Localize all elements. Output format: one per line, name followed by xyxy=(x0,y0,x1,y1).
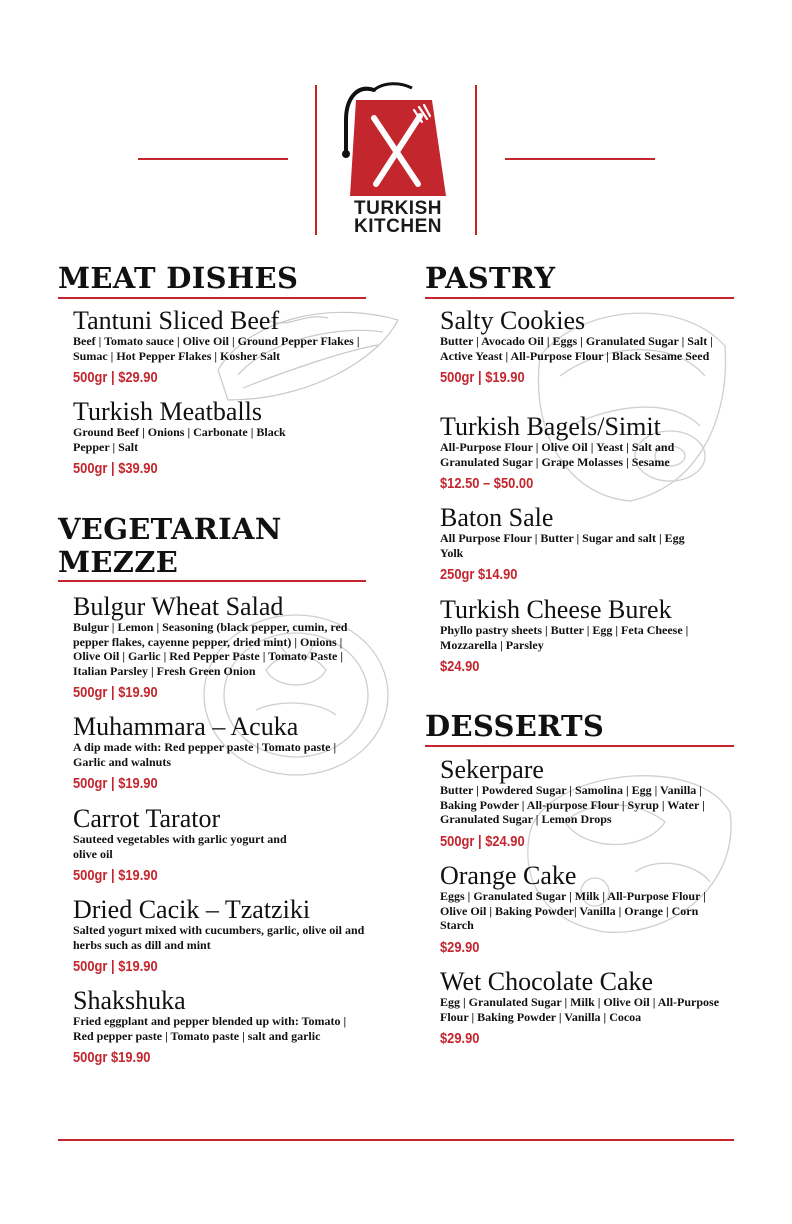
item-desc: Fried eggplant and pepper blended up with: Tomato | Red pepper paste | Tomato paste | salt and garlic xyxy=(73,1014,347,1043)
item-name: Turkish Bagels/Simit xyxy=(440,412,661,441)
menu-item-muhammara xyxy=(73,714,371,793)
menu-item-orange-cake xyxy=(440,863,734,957)
section-title-desserts xyxy=(425,710,604,743)
section-title-line: MEZZE xyxy=(58,545,179,579)
item-desc: A dip made with: Red pepper paste | Tomato paste | Garlic and walnuts xyxy=(73,740,337,769)
section-title-line: DESSERTS xyxy=(425,709,605,743)
item-desc: Sauteed vegetables with garlic yogurt and olive oil xyxy=(73,832,287,861)
logo-frame-right xyxy=(475,85,477,235)
item-price: 500gr | $19.90 xyxy=(73,867,158,884)
item-name: Wet Chocolate Cake xyxy=(440,967,654,996)
item-name: Muhammara – Acuka xyxy=(73,712,299,741)
item-price: 500gr | $19.90 xyxy=(73,684,158,701)
menu-item-cheese-burek xyxy=(440,597,734,676)
item-price: $12.50 – $50.00 xyxy=(440,475,534,492)
item-price: 500gr | $29.90 xyxy=(73,369,158,386)
menu-item-meatballs xyxy=(73,399,368,478)
brand-name-line1: TURKISH xyxy=(354,198,442,219)
item-price: $29.90 xyxy=(440,938,480,956)
brand-name-line2: KITCHEN xyxy=(354,216,442,237)
item-name: Shakshuka xyxy=(73,986,186,1015)
item-price: 500gr | $19.90 xyxy=(440,369,525,386)
menu-item-shakshuka xyxy=(73,988,371,1067)
item-desc: Phyllo pastry sheets | Butter | Egg | Feta Cheese | Mozzarella | Parsley xyxy=(440,623,689,652)
item-name: Baton Sale xyxy=(440,503,554,532)
item-desc: Bulgur | Lemon | Seasoning (black pepper, cumin, red pepper flakes, cayenne pepper, dried mint) | Onions | Olive Oil | Garlic | Red Pepper Paste | Tomato Paste | Italian Parsley | Fresh Green Onion xyxy=(73,620,348,678)
menu-item-bulgur-salad xyxy=(73,594,371,702)
section-title-pastry xyxy=(425,262,555,295)
section-rule-pastry xyxy=(425,297,734,299)
item-name: Dried Cacik – Tzatziki xyxy=(73,895,311,924)
menu-item-wet-chocolate-cake xyxy=(440,969,734,1048)
section-title-meat-dishes xyxy=(58,262,298,295)
item-desc: All Purpose Flour | Butter | Sugar and salt | Egg Yolk xyxy=(440,531,685,560)
menu-item-salty-cookies xyxy=(440,308,734,387)
item-desc: Salted yogurt mixed with cucumbers, garlic, olive oil and herbs such as dill and mint xyxy=(73,923,365,952)
item-desc: Ground Beef | Onions | Carbonate | Black Pepper | Salt xyxy=(73,425,286,454)
item-desc: All-Purpose Flour | Olive Oil | Yeast | Salt and Granulated Sugar | Grape Molasses | Sesame xyxy=(440,440,675,469)
menu-item-cacik xyxy=(73,897,371,976)
menu-item-tantuni xyxy=(73,308,368,387)
item-price: $24.90 xyxy=(440,658,480,675)
item-name: Tantuni Sliced Beef xyxy=(73,306,280,335)
section-rule-meat xyxy=(58,297,366,299)
menu-item-baton-sale xyxy=(440,505,734,584)
item-desc: Butter | Powdered Sugar | Samolina | Egg | Vanilla | Baking Powder | All-purpose Flour | Syrup | Water | Granulated Sugar | Lemon Drops xyxy=(440,783,705,826)
item-name: Sekerpare xyxy=(440,755,544,784)
logo-frame-left xyxy=(315,85,317,235)
item-price: 500gr | $19.90 xyxy=(73,958,158,975)
item-price: 500gr $19.90 xyxy=(73,1049,151,1066)
item-desc: Egg | Granulated Sugar | Milk | Olive Oil | All-Purpose Flour | Baking Powder | Vanilla | Cocoa xyxy=(440,995,720,1024)
menu-item-carrot-tarator xyxy=(73,806,371,885)
item-name: Salty Cookies xyxy=(440,306,586,335)
section-rule-veg xyxy=(58,580,366,582)
menu-item-simit xyxy=(440,414,734,493)
item-price: 500gr | $24.90 xyxy=(440,832,525,850)
item-name: Bulgur Wheat Salad xyxy=(73,592,284,621)
item-desc: Eggs | Granulated Sugar | Milk | All-Purpose Flour | Olive Oil | Baking Powder| Vanilla | Orange | Corn Starch xyxy=(440,889,706,932)
item-name: Carrot Tarator xyxy=(73,804,221,833)
header-rule-right xyxy=(505,158,655,160)
fez-utensils-logo-icon xyxy=(334,80,462,200)
item-desc: Beef | Tomato sauce | Olive Oil | Ground Pepper Flakes | Sumac | Hot Pepper Flakes | Kosher Salt xyxy=(73,334,360,363)
menu-item-sekerpare xyxy=(440,757,734,851)
item-price: 500gr | $19.90 xyxy=(73,775,158,792)
section-title-line: MEAT DISHES xyxy=(58,261,299,295)
item-price: $29.90 xyxy=(440,1030,480,1047)
header-rule-left xyxy=(138,158,288,160)
item-price: 500gr | $39.90 xyxy=(73,460,158,477)
section-rule-desserts xyxy=(425,745,734,747)
item-name: Turkish Meatballs xyxy=(73,397,262,426)
section-title-line: PASTRY xyxy=(425,261,556,295)
item-name: Orange Cake xyxy=(440,861,577,890)
section-title-vegetarian-mezze xyxy=(58,513,282,579)
footer-rule xyxy=(58,1139,734,1141)
item-desc: Butter | Avocado Oil | Eggs | Granulated Sugar | Salt | Active Yeast | All-Purpose Flour | Black Sesame Seed xyxy=(440,334,713,363)
item-price: 250gr $14.90 xyxy=(440,566,518,583)
section-title-line: VEGETARIAN xyxy=(58,512,282,546)
item-name: Turkish Cheese Burek xyxy=(440,595,672,624)
